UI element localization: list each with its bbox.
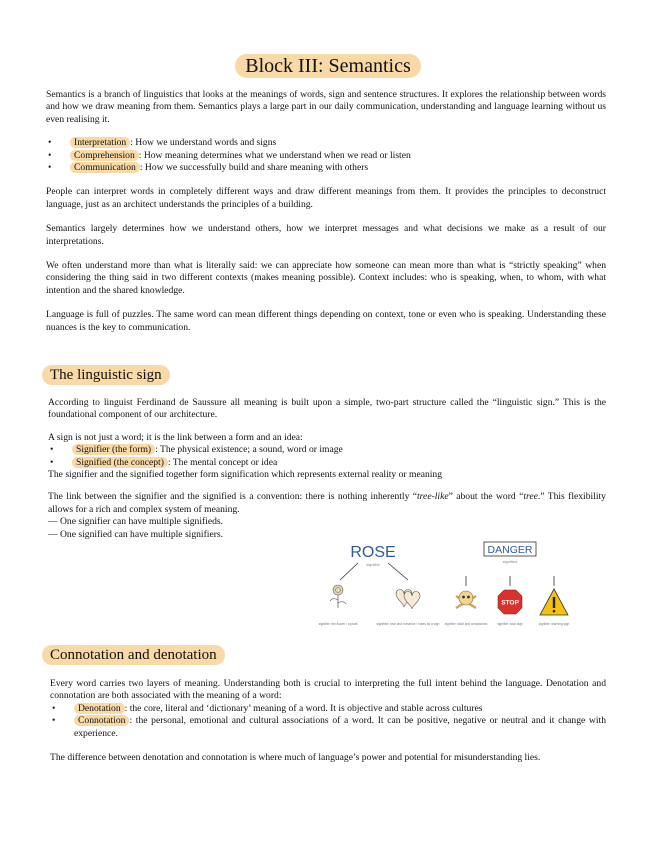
danger-subtitle: signified [502, 559, 518, 564]
danger-word: DANGER [487, 544, 533, 556]
rose-subtitle: signifier [366, 562, 380, 567]
paragraph: We often understand more than what is literally said: we can appreciate how someone can mean more than what is “strictly speaking” when considering the thing said in two different contexts (makes meaning possible). Context includes: who is speaking, when, to whom, with what intention and the shared knowledge. [46, 260, 606, 296]
list-item: • Comprehension : How meaning determines what we understand when we read or listen [46, 150, 606, 162]
term-highlight: Communication [70, 162, 140, 173]
list-item: • Communication : How we successfully build and share meaning with others [46, 162, 606, 174]
stop-sign-icon [498, 590, 522, 614]
arrow-line [388, 563, 408, 580]
paragraph: Language is full of puzzles. The same word can mean different things depending on context, tone or even who is speaking. Understanding these nuances is the key to communication. [46, 309, 606, 333]
figure-caption: signifier: warning sign [538, 622, 570, 626]
paragraph: According to linguist Ferdinand de Saussure all meaning is built upon a simple, two-part structure called the “linguistic sign.” This is the foundational component of our architecture. [48, 397, 606, 421]
paragraph: A sign is not just a word; it is the link between a form and an idea: [48, 431, 303, 443]
figure-caption: signifier: skull and crossbones [444, 622, 488, 626]
term-highlight: Signifier (the form) [72, 444, 155, 455]
rose-flower-icon [330, 585, 346, 608]
semantics-aspects-list [46, 137, 606, 174]
intro-paragraph: Semantics is a branch of linguistics that looks at the meanings of words, sign and sentence structures. It explores the relationship between words and how we draw meaning from them. Semantics plays a large part in our daily communication, understanding and language learning without us even realising it. [46, 89, 606, 125]
paragraph: The signifier and the signified together form signification which represents external reality or meaning [48, 469, 443, 481]
section-heading-linguistic-sign: The linguistic sign [42, 365, 170, 385]
page-title: Block III: Semantics [235, 54, 421, 78]
sign-parts-list [48, 444, 606, 469]
warning-sign-icon [540, 589, 568, 615]
denotation-connotation-list [50, 703, 606, 740]
term-highlight: Interpretation [70, 137, 130, 148]
figure-caption: signified: love and romance / roses as a sign [376, 622, 440, 626]
dash-line: — One signifier can have multiple signifieds. [48, 516, 224, 528]
paragraph: Semantics largely determines how we understand others, how we interpret messages and what decisions we make as a result of our interpretations. [46, 223, 606, 247]
stop-label: STOP [501, 599, 519, 607]
list-item: • Signifier (the form) : The physical existence; a sound, word or image [48, 444, 606, 456]
paragraph: The difference between denotation and connotation is where much of language’s power and potential for misunderstanding lies. [50, 752, 541, 764]
page-title-wrap [0, 54, 656, 78]
convention-paragraph: The link between the signifier and the signified is a convention: there is nothing inherently “tree-like” about the word “tree.” This flexibility allows for a rich and complex system of meaning. [48, 491, 606, 515]
rose-word: ROSE [350, 544, 396, 561]
skull-crossbones-icon [456, 591, 476, 608]
section-heading-connotation: Connotation and denotation [42, 645, 225, 665]
term-highlight: Connotation [74, 715, 129, 726]
list-item: • Connotation : the personal, emotional and cultural associations of a word. It can be positive, negative or neutral and it change with experience. [50, 715, 606, 740]
term-highlight: Signified (the concept) [72, 457, 168, 468]
dash-line: — One signified can have multiple signifiers. [48, 528, 224, 540]
arrow-line [340, 563, 358, 580]
paragraph: Every word carries two layers of meaning. Understanding both is crucial to interpreting the full intent behind the language. Denotation and connotation are both associated with the meaning of a word: [50, 678, 606, 702]
term-highlight: Comprehension [70, 150, 139, 161]
figure-caption: signifier: stop sign [497, 622, 523, 626]
figure-caption: signifier: the flower / a plant [318, 622, 358, 626]
paragraph: People can interpret words in completely different ways and draw different meanings from them. It provides the principles to deconstruct language, just as an architect understands the principles of a building. [46, 186, 606, 210]
intro-block [46, 89, 606, 334]
list-item: • Signified (the concept) : The mental concept or idea [48, 457, 606, 469]
list-item: • Denotation : the core, literal and ‘dictionary’ meaning of a word. It is objective and stable across cultures [50, 703, 606, 715]
linguistic-sign-block [48, 397, 606, 541]
connotation-block [50, 678, 606, 764]
list-item: • Interpretation : How we understand words and signs [46, 137, 606, 149]
term-highlight: Denotation [74, 703, 125, 714]
sign-figure [316, 538, 582, 640]
hearts-icon [396, 590, 420, 610]
